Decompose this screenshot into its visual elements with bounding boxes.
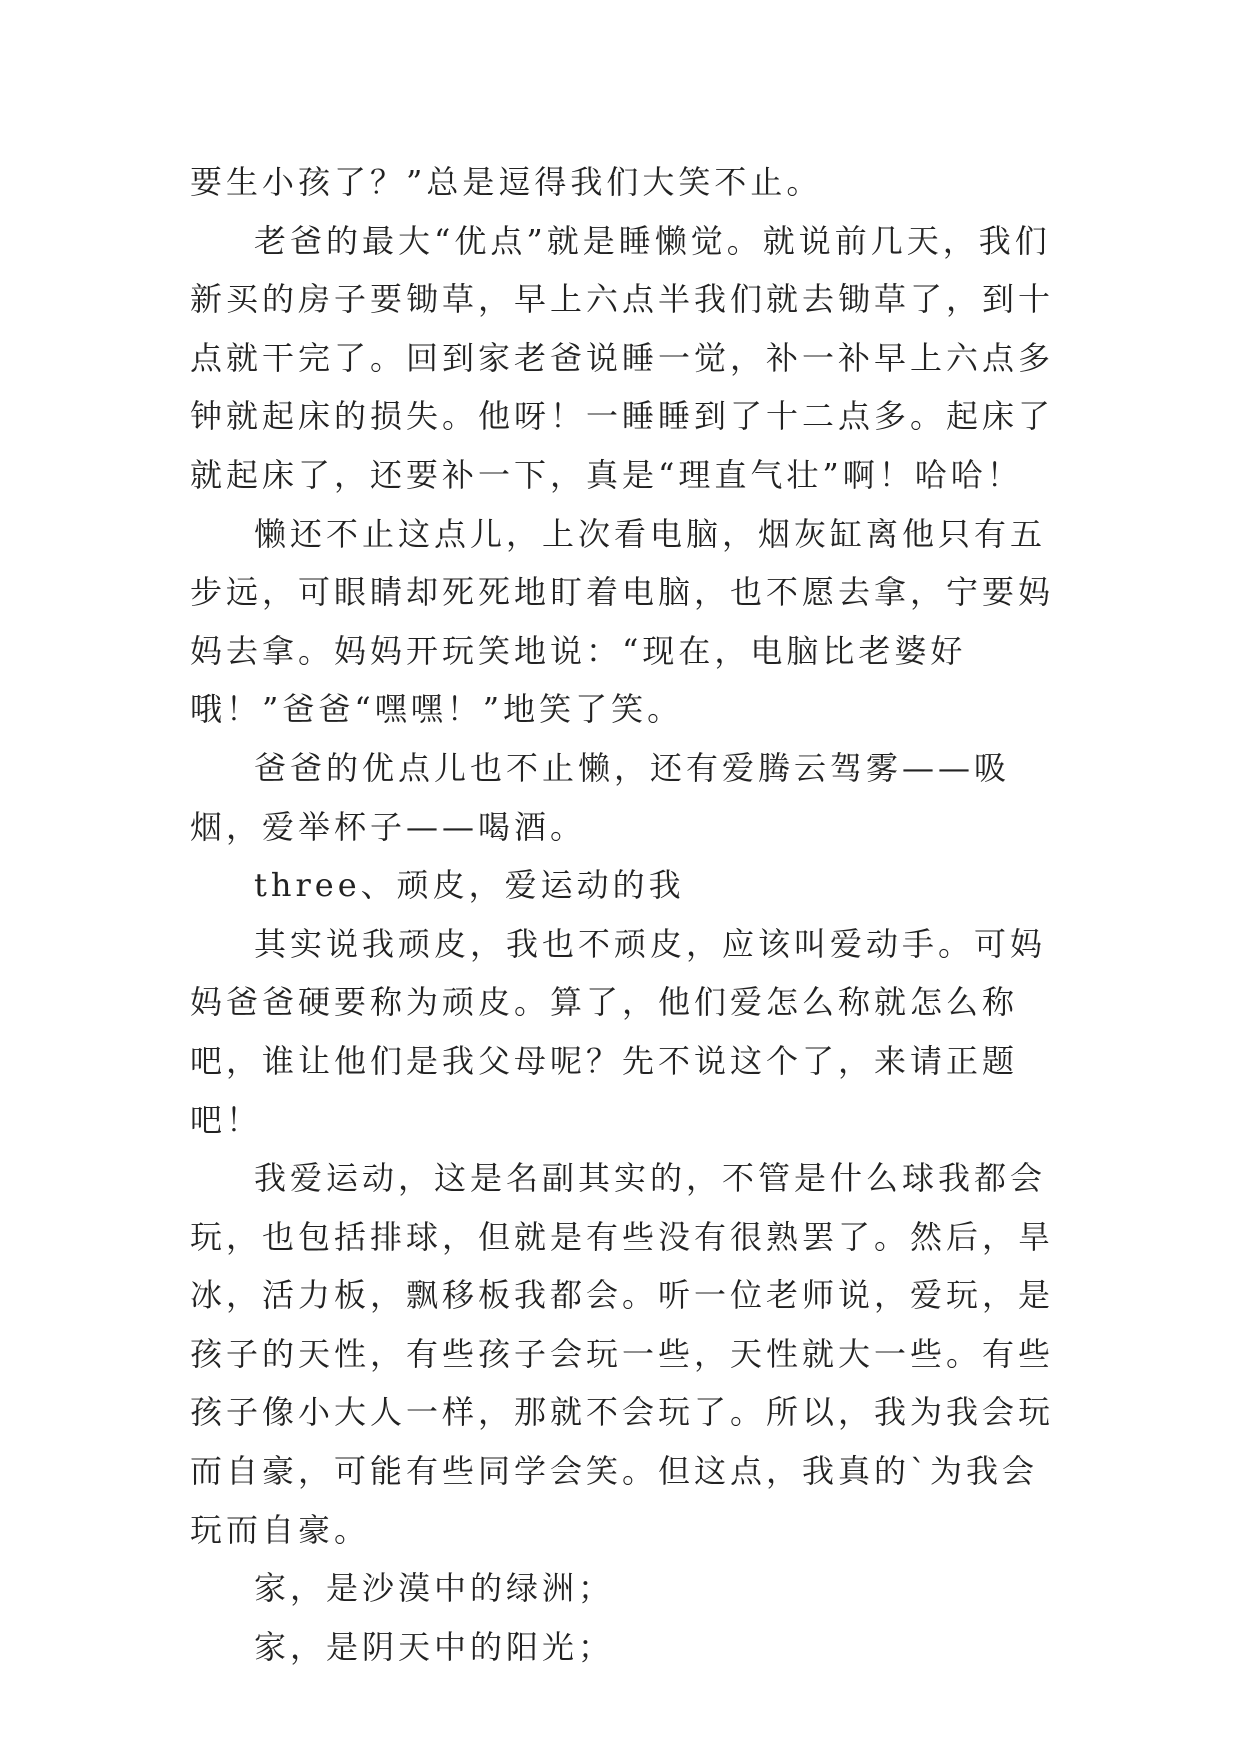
paragraph-continuation: 要生小孩了？”总是逗得我们大笑不止。 (190, 163, 823, 201)
document-body (190, 153, 1065, 1676)
paragraph-dad-lazy: 懒还不止这点儿，上次看电脑，烟灰缸离他只有五步远，可眼睛却死死地盯着电脑，也不愿去拿，宁要妈妈去拿。妈妈开玩笑地说：“现在，电脑比老婆好哦！”爸爸“嘿嘿！”地笑了笑。 (190, 514, 1055, 729)
section-heading-three: three、顽皮，爱运动的我 (254, 866, 685, 905)
paragraph-naughty: 其实说我顽皮，我也不顽皮，应该叫爱动手。可妈妈爸爸硬要称为顽皮。算了，他们爱怎么称就怎么称吧，谁让他们是我父母呢？先不说这个了，来请正题吧！ (190, 924, 1047, 1139)
paragraph-dad-habits: 爸爸的优点儿也不止懒，还有爱腾云驾雾——吸烟，爱举杯子——喝酒。 (190, 748, 1011, 846)
paragraph-sports: 我爱运动，这是名副其实的，不管是什么球我都会玩，也包括排球，但就是有些没有很熟罢了。然后，旱冰，活力板，飘移板我都会。听一位老师说，爱玩，是孩子的天性，有些孩子会玩一些，天性就大一些。有些孩子像小大人一样，那就不会玩了。所以，我为我会玩而自豪，可能有些同学会笑。但这点，我真的`为我会玩而自豪。 (190, 1159, 1055, 1549)
paragraph-dad-sleeping: 老爸的最大“优点”就是睡懒觉。就说前几天，我们新买的房子要锄草，早上六点半我们就去锄草了，到十点就干完了。回到家老爸说睡一觉，补一补早上六点多钟就起床的损失。他呀！一睡睡到了十二点多。起床了就起床了，还要补一下，真是“理直气壮”啊！哈哈！ (190, 221, 1055, 494)
paragraph-home-sunshine: 家，是阴天中的阳光； (254, 1627, 615, 1666)
paragraph-home-oasis: 家，是沙漠中的绿洲； (254, 1569, 615, 1608)
